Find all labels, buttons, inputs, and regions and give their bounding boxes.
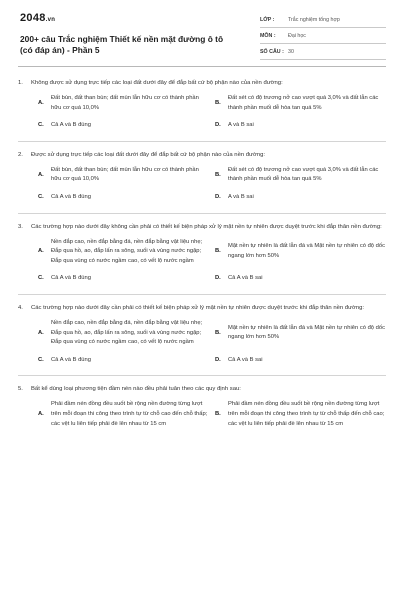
option-b[interactable]: B. Mặt nền tự nhiên là đất lẫn đá và Mặt nền tự nhiên có độ dốc ngang lớn hơn 50% [215,324,385,341]
question-divider [18,213,386,214]
document-title: 200+ câu Trắc nghiệm Thiết kế nền mặt đường ô tô (có đáp án) - Phần 5 [20,34,224,55]
option-d[interactable]: D. A và B sai [215,193,254,200]
question-text: Không được sử dụng trực tiếp các loại đất dưới đây để đắp bất cứ bộ phận nào của nền đường: [31,80,283,86]
question-3 [18,222,386,292]
option-c[interactable]: C. Cả A và B đúng [38,275,91,282]
question-text: Bất kể dùng loại phương tiện đầm nén nào đều phải tuân theo các quy định sau: [31,386,241,393]
question-divider [18,294,386,295]
option-c[interactable]: C. Cả A và B đúng [38,193,91,200]
option-a[interactable]: A. Nền đắp cao, nền đắp bằng đá, nền đắp bằng vật liệu nhẹ; Đắp qua hồ, ao, đắp lấn ra sông, suối và vùng nước ngập; Đắp qua vùng có nước ngầm cao, có vết lộ nước ngầm [38,319,203,346]
question-list [18,78,386,437]
meta-class: LỚP : Trắc nghiệm tổng hợp [260,12,386,28]
option-a[interactable]: A. Nền đắp cao, nền đắp bằng đá, nền đắp bằng vật liệu nhẹ; Đắp qua hồ, ao, đắp lấn ra sông, suối và vùng nước ngập; Đắp qua vùng có nước ngầm cao, có vết lộ nước ngầm [38,238,203,264]
option-d[interactable]: D. Cả A và B sai [215,356,263,363]
document-header [0,0,400,62]
option-a[interactable]: A. Phải đầm nén đồng đều suốt bề rộng nền đường từng lượt trên mỗi đoạn thi công theo trình tự từ chỗ cao đến chỗ thấp; các vệt lu liên tiếp phải đè lên nhau từ 15 cm [38,401,208,427]
answer-options [38,94,386,139]
answer-options [38,238,386,292]
option-a[interactable]: A. Đất bùn, đất than bùn; đất mùn lẫn hữu cơ có thành phần hữu cơ quá 10,0% [38,166,199,183]
option-b[interactable]: B. Đất sét có độ trương nở cao vượt quá 3,0% và đất lẫn các thành phần muối dễ hòa tan quá 5% [215,95,379,111]
question-2 [18,150,386,211]
question-number: 5. [18,386,23,393]
question-text: Các trường hợp nào dưới đây cần phải có thiết kế biện pháp xử lý mặt nền tự nhiên được duyệt trước khi đắp thân nền đường: [31,304,365,311]
option-d[interactable]: D. Cả A và B sai [215,275,263,282]
question-5 [18,384,386,437]
answer-options [38,319,386,373]
question-number: 1. [18,80,23,86]
question-number: 2. [18,151,23,158]
question-1 [18,78,386,139]
option-b[interactable]: B. Phải đầm nén đồng đều suốt bề rộng nền đường từng lượt trên mỗi đoạn thi công theo trình tự từ chỗ thấp đến chỗ cao; các vệt lu liên tiếp phải đè lên nhau từ 15 cm [215,401,385,427]
document-meta [260,12,386,60]
question-number: 4. [18,304,23,311]
site-logo[interactable]: 2048.vn [20,12,56,24]
question-text: Các trường hợp nào dưới đây không cần phải có thiết kế biện pháp xử lý mặt nền tự nhiên được duyệt trước khi đắp thân nền đường: [31,223,382,230]
answer-options [38,166,386,211]
option-c[interactable]: C. Cả A và B đúng [38,122,91,129]
question-4 [18,303,386,373]
question-divider [18,141,386,142]
meta-subject: MÔN : Đại học [260,28,386,44]
question-text: Được sử dụng trực tiếp các loại đất dưới đây để đắp bất cứ bộ phận nào của nền đường: [31,151,266,158]
question-divider [18,375,386,376]
option-b[interactable]: B. Mặt nền tự nhiên là đất lẫn đá và Mặt nền tự nhiên có độ dốc ngang lớn hơn 50% [215,243,385,259]
answer-options [38,400,386,437]
header-divider [18,66,386,67]
option-d[interactable]: D. A và B sai [215,122,254,129]
question-number: 3. [18,223,23,230]
option-a[interactable]: A. Đất bùn, đất than bùn; đất mùn lẫn hữu cơ có thành phần hữu cơ quá 10,0% [38,95,199,111]
option-c[interactable]: C. Cả A và B đúng [38,356,91,363]
option-b[interactable]: B. Đất sét có độ trương nở cao vượt quá 3,0% và đất lẫn các thành phần muối dễ hòa tan quá 5% [215,166,379,183]
meta-question-count: SỐ CÂU : 30 [260,44,386,60]
